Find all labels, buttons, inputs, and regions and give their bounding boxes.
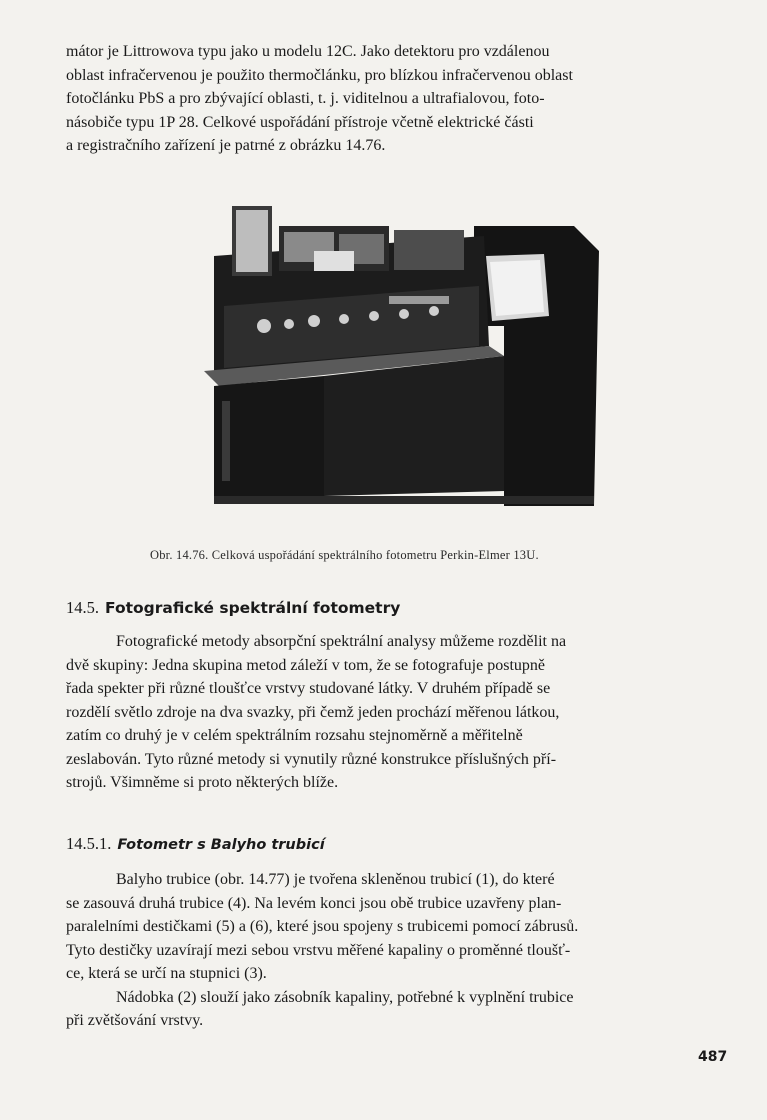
intro-paragraph	[66, 40, 726, 158]
text-line: při zvětšování vrstvy.	[66, 1012, 204, 1029]
text-line: oblast infračervenou je použito thermočlánku, pro blízkou infračervenou oblast	[66, 66, 573, 84]
text-line: Balyho trubice (obr. 14.77) je tvořena skleněnou trubicí (1), do které	[116, 871, 555, 888]
section-title: Fotometr s Balyho trubicí	[117, 837, 325, 853]
section-14-5-paragraph	[66, 630, 726, 795]
section-number: 14.5.1.	[66, 834, 112, 853]
text-line: řada spekter při různé tloušťce vrstvy studované látky. V druhém případě se	[66, 680, 551, 697]
text-line: násobiče typu 1P 28. Celkové uspořádání přístroje včetně elektrické části	[66, 113, 534, 131]
section-14-5-1-paragraph	[66, 868, 726, 1033]
text-line: ce, která se určí na stupnici (3).	[66, 965, 267, 982]
section-number: 14.5.	[66, 598, 99, 617]
text-line: Nádobka (2) slouží jako zásobník kapaliny, potřebné k vyplnění trubice	[116, 988, 574, 1006]
figure-caption: Obr. 14.76. Celková uspořádání spektrálního fotometru Perkin-Elmer 13U.	[150, 548, 539, 562]
text-line: fotočlánku PbS a pro zbývající oblasti, t. j. viditelnou a ultrafialovou, foto-	[66, 90, 545, 107]
section-title: Fotografické spektrální fotometry	[105, 599, 401, 617]
section-heading-14-5-1	[66, 834, 325, 854]
text-line: se zasouvá druhá trubice (4). Na levém konci jsou obě trubice uzavřeny plan-	[66, 894, 562, 912]
text-line: rozdělí světlo zdroje na dva svazky, při čemž jeden prochází měřenou látkou,	[66, 703, 560, 721]
section-heading-14-5	[66, 598, 400, 618]
text-line: Fotografické metody absorpční spektrální analysy můžeme rozdělit na	[116, 633, 567, 650]
text-line: dvě skupiny: Jedna skupina metod záleží v tom, že se fotografuje postupně	[66, 656, 545, 674]
text-line: paralelními destičkami (5) a (6), které jsou spojeny s trubicemi pomocí zábrusů.	[66, 918, 579, 935]
text-line: mátor je Littrowova typu jako u modelu 12C. Jako detektoru pro vzdálenou	[66, 43, 550, 60]
text-line: zeslabován. Tyto různé metody si vynutily různé konstrukce příslušných pří-	[66, 750, 557, 768]
text-line: zatím co druhý je v celém spektrálním rozsahu stejnoměrně a měřitelně	[66, 727, 523, 744]
text-line: a registračního zařízení je patrné z obrázku 14.76.	[66, 137, 386, 154]
instrument-photograph	[204, 196, 614, 526]
text-line: Tyto destičky uzavírají mezi sebou vrstvu měřené kapaliny o proměnné tloušť-	[66, 941, 571, 959]
page-number: 487	[698, 1049, 728, 1065]
text-line: strojů. Všimněme si proto některých blíže.	[66, 774, 339, 791]
